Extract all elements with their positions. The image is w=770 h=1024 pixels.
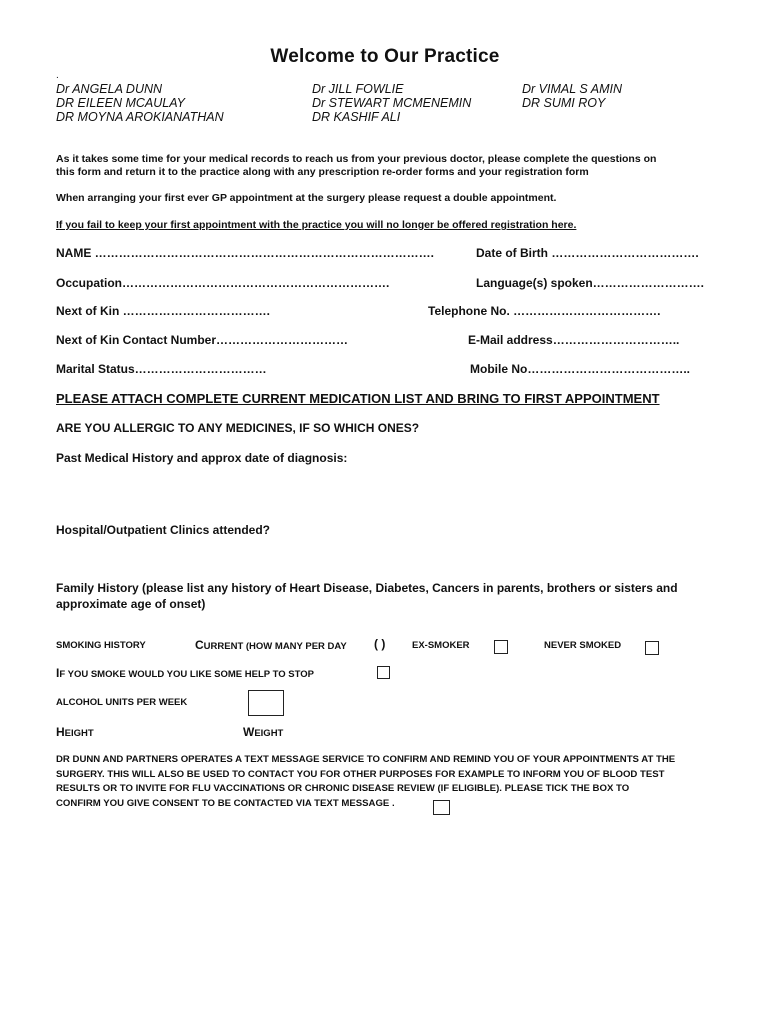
never-smoked-checkbox[interactable]	[645, 641, 659, 655]
allergy-question: ARE YOU ALLERGIC TO ANY MEDICINES, IF SO WHICH ONES?	[56, 421, 420, 435]
text-consent-checkbox[interactable]	[433, 800, 450, 815]
intro-line-2: this form and return it to the practice along with any prescription re-order forms and your registration form	[56, 166, 589, 178]
smoking-help-checkbox[interactable]	[377, 666, 390, 679]
alcohol-units-input[interactable]	[248, 690, 284, 716]
intro-line-1: As it takes some time for your medical records to reach us from your previous doctor, please complete the questions on	[56, 153, 657, 165]
doctor-name: DR MOYNA AROKIANATHAN	[56, 110, 224, 124]
height-cap: H	[56, 725, 65, 739]
text-service-line-2: SURGERY. THIS WILL ALSO BE USED TO CONTACT YOU FOR OTHER PURPOSES FOR EXAMPLE TO INFORM YOU OF BLOOD TEST	[56, 768, 665, 780]
telephone-field[interactable]: Telephone No. ……………………………….	[428, 304, 661, 318]
medication-notice: PLEASE ATTACH COMPLETE CURRENT MEDICATION LIST AND BRING TO FIRST APPOINTMENT	[56, 391, 660, 406]
current-smoker-label	[195, 638, 347, 652]
page-title: Welcome to Our Practice	[270, 46, 500, 67]
doctor-name: DR SUMI ROY	[522, 96, 606, 110]
ex-smoker-checkbox[interactable]	[494, 640, 508, 654]
doctor-name: Dr ANGELA DUNN	[56, 82, 163, 96]
smoking-history-label: SMOKING HISTORY	[56, 640, 146, 651]
occupation-field[interactable]: Occupation………………………………………………………….	[56, 276, 390, 290]
mobile-field[interactable]: Mobile No…………………………………..	[470, 362, 690, 376]
text-service-line-1: DR DUNN AND PARTNERS OPERATES A TEXT MESSAGE SERVICE TO CONFIRM AND REMIND YOU OF YOUR APPOINTMENTS AT THE	[56, 754, 676, 765]
registration-warning: If you fail to keep your first appointment with the practice you will no longer be offered registration here.	[56, 219, 577, 231]
bullet-dot: .	[56, 70, 59, 81]
height-label	[56, 725, 94, 739]
doctor-list-col1	[56, 82, 224, 124]
language-field[interactable]: Language(s) spoken……………………….	[476, 276, 705, 290]
marital-status-field[interactable]: Marital Status……………………………	[56, 362, 267, 376]
help-cap: I	[56, 666, 60, 680]
name-field[interactable]: NAME ………………………………………………………………………….	[56, 246, 434, 260]
family-history-line-1: Family History (please list any history of Heart Disease, Diabetes, Cancers in parents, brothers or sisters and	[56, 581, 678, 595]
smoking-help-label	[56, 666, 314, 680]
weight-cap: W	[243, 725, 255, 739]
never-smoked-label: NEVER SMOKED	[544, 640, 622, 651]
next-of-kin-field[interactable]: Next of Kin ……………………………….	[56, 304, 271, 318]
doctor-list-col3	[522, 82, 622, 110]
doctor-name: DR KASHIF ALI	[312, 110, 401, 124]
weight-label	[243, 725, 283, 739]
doctor-name: Dr VIMAL S AMIN	[522, 82, 623, 96]
current-cap: C	[195, 638, 204, 652]
doctor-name: Dr STEWART MCMENEMIN	[312, 96, 472, 110]
email-field[interactable]: E-Mail address…………………………..	[468, 333, 680, 347]
weight-rest: EIGHT	[254, 728, 284, 739]
alcohol-units-label: ALCOHOL UNITS PER WEEK	[56, 697, 188, 708]
height-rest: EIGHT	[64, 728, 94, 739]
current-rest: URRENT (HOW MANY PER DAY	[203, 641, 347, 652]
past-history-question: Past Medical History and approx date of diagnosis:	[56, 451, 348, 465]
text-service-line-3: RESULTS OR TO INVITE FOR FLU VACCINATIONS OR CHRONIC DISEASE REVIEW (IF ELIGIBLE). PLEASE TICK THE BOX TO	[56, 783, 630, 794]
help-rest: F YOU SMOKE WOULD YOU LIKE SOME HELP TO STOP	[59, 669, 314, 680]
text-service-line-4: CONFIRM YOU GIVE CONSENT TO BE CONTACTED VIA TEXT MESSAGE .	[56, 797, 395, 809]
kin-contact-field[interactable]: Next of Kin Contact Number……………………………	[56, 333, 349, 347]
doctor-list-col2	[312, 82, 471, 124]
text-message-consent-paragraph	[56, 753, 746, 811]
cigarettes-per-day-field[interactable]: ( )	[374, 637, 386, 651]
date-of-birth-field[interactable]: Date of Birth ……………………………….	[476, 246, 699, 260]
doctor-name: Dr JILL FOWLIE	[312, 82, 404, 96]
hospital-question: Hospital/Outpatient Clinics attended?	[56, 523, 271, 537]
ex-smoker-label: EX-SMOKER	[412, 640, 470, 651]
double-appointment-note: When arranging your first ever GP appointment at the surgery please request a double appointment.	[56, 192, 557, 204]
doctor-name: DR EILEEN MCAULAY	[56, 96, 185, 110]
family-history-line-2: approximate age of onset)	[56, 597, 206, 611]
family-history-question	[56, 580, 678, 612]
